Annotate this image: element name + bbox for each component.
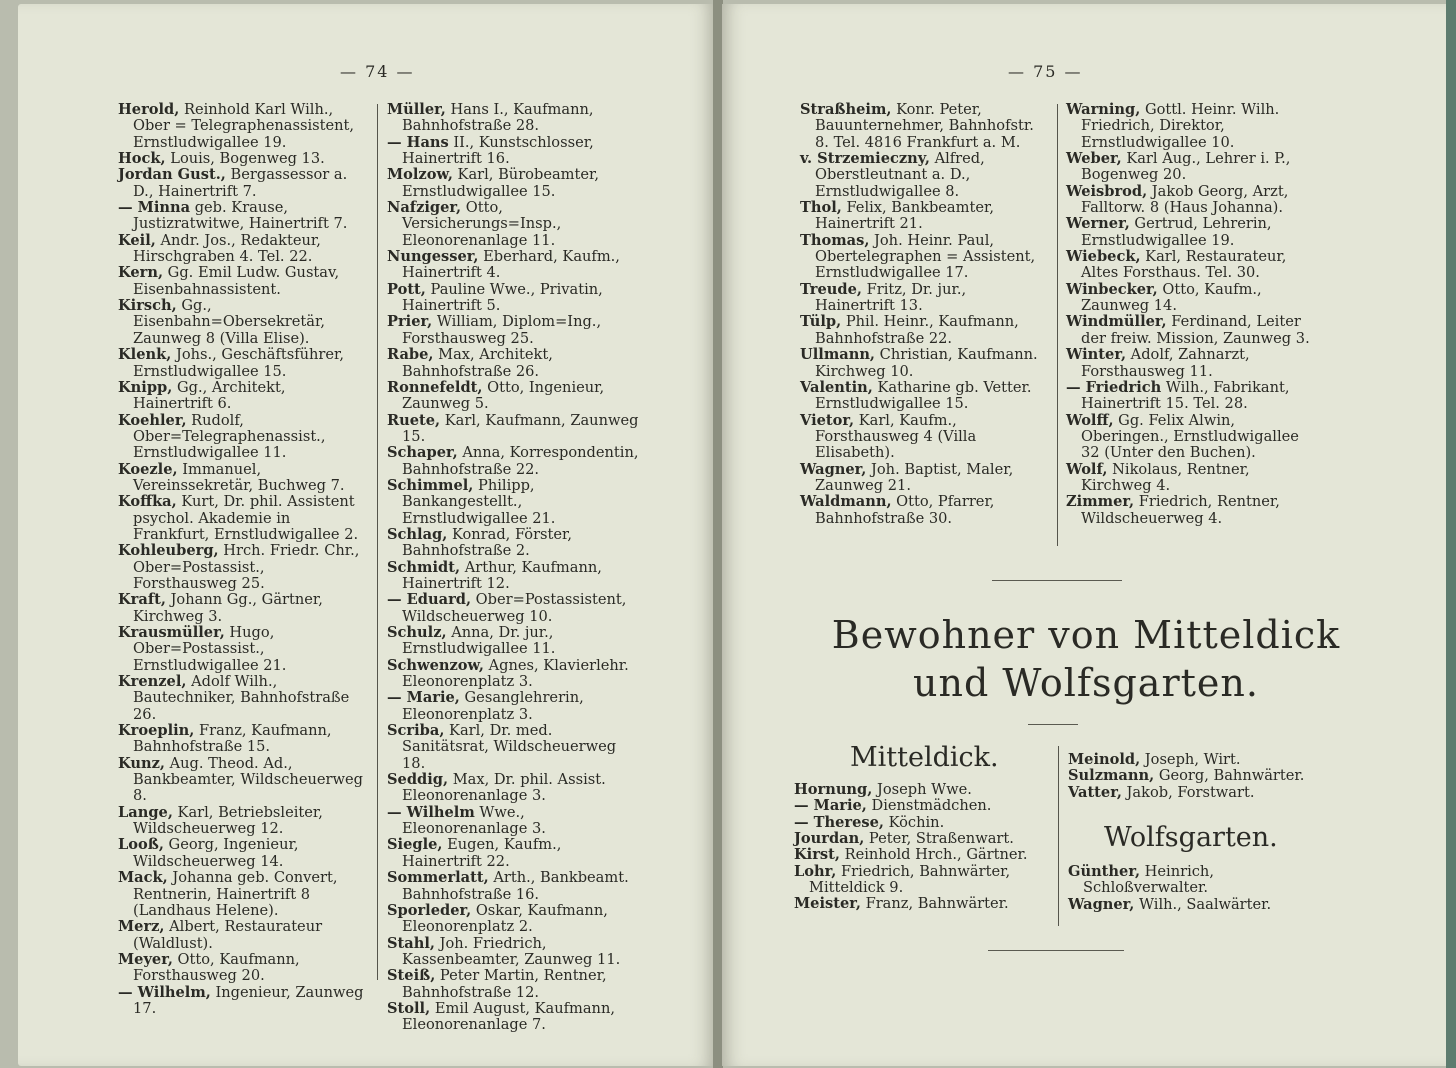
entry-name: Rabe, [387, 346, 434, 364]
entry-name: v. Strzemieczny, [800, 150, 930, 168]
entry-details: Karl Aug., Lehrer i. P., Bogenweg 20. [1081, 150, 1291, 184]
entry-name: Warning, [1066, 101, 1141, 118]
right-page [722, 4, 1450, 1066]
entry-details: Johs., Geschäftsführer, Ernstludwigallee 15. [133, 346, 345, 380]
list-item [387, 445, 639, 478]
entry-name: Weisbrod, [1066, 182, 1148, 200]
entry-details: Köchin. [884, 813, 945, 831]
entry-details: Ferdinand, Leiter der freiw. Mission, Zaunweg 3. [1081, 313, 1310, 347]
entry-name: Kroeplin, [118, 722, 195, 740]
entry-details: Wilh., Saalwärter. [1134, 895, 1272, 913]
entry-name: Wiebeck, [1066, 248, 1141, 266]
list-item [1066, 380, 1320, 413]
list-item [118, 870, 364, 919]
entry-details: geb. Krause, Justizratwitwe, Hainertrift 7. [133, 199, 348, 233]
entry-name: Kirst, [794, 846, 840, 864]
list-item [387, 413, 639, 446]
list-item [387, 1001, 639, 1034]
entry-details: Albert, Restaurateur (Waldlust). [133, 918, 323, 952]
entry-name: Thol, [800, 199, 842, 217]
entry-details: Otto, Pfarrer, Bahnhofstraße 30. [815, 493, 995, 527]
entry-details: Anna, Korrespondentin, Bahnhofstraße 22. [402, 444, 639, 478]
entry-name: Krenzel, [118, 673, 187, 691]
left-column-1 [118, 102, 364, 1017]
list-item [1066, 249, 1320, 282]
list-item [794, 798, 1044, 814]
list-item [387, 870, 639, 903]
entry-details: Nikolaus, Rentner, Kirchweg 4. [1081, 460, 1250, 494]
list-item [118, 756, 364, 805]
list-item [118, 462, 364, 495]
entry-details: Emil August, Kaufmann, Eleonorenanlage 7. [402, 999, 615, 1034]
entry-name: Schlag, [387, 525, 448, 543]
list-item [387, 314, 639, 347]
entry-name: Koehler, [118, 411, 187, 429]
entry-details: Karl, Kaufm., Forsthausweg 4 (Villa Elisabeth). [815, 411, 977, 462]
entry-name: — Hans [387, 133, 449, 151]
entry-details: Franz, Kaufmann, Bahnhofstraße 15. [133, 722, 332, 756]
list-item [794, 896, 1044, 912]
entry-details: Bergassessor a. D., Hainertrift 7. [133, 166, 348, 200]
entry-name: Stahl, [387, 934, 435, 952]
entry-name: Kirsch, [118, 297, 177, 315]
entry-details: Jakob Georg, Arzt, Falltorw. 8 (Haus Johanna). [1081, 182, 1289, 217]
entry-name: Lohr, [794, 862, 837, 880]
entry-name: Prier, [387, 313, 433, 331]
list-item [387, 690, 639, 723]
entry-details: Dienstmädchen. [866, 797, 992, 815]
list-item [118, 265, 364, 298]
entry-name: Nungesser, [387, 248, 479, 266]
entry-details: Peter, Straßenwart. [864, 830, 1014, 848]
entry-name: Ullmann, [800, 346, 876, 364]
list-item [387, 837, 639, 870]
list-item [387, 560, 639, 593]
entry-name: Windmüller, [1066, 313, 1167, 331]
list-item [387, 592, 639, 625]
entry-name: Schwenzow, [387, 656, 484, 674]
entry-details: Gg. Felix Alwin, Oberingen., Ernstludwigallee 32 (Unter den Buchen). [1081, 411, 1299, 462]
entry-name: Koffka, [118, 493, 177, 511]
entry-name: Herold, [118, 101, 180, 118]
right-column-1 [800, 102, 1048, 527]
divider-rule [988, 950, 1124, 951]
entry-name: Merz, [118, 918, 165, 936]
entry-details: Gertrud, Lehrerin, Ernstludwigallee 19. [1081, 215, 1272, 249]
entry-details: Otto, Kaufmann, Forsthausweg 20. [133, 950, 300, 985]
entry-details: Reinhold Karl Wilh., Ober = Telegraphenassistent, Ernstludwigallee 19. [133, 101, 355, 151]
list-item [387, 200, 639, 249]
mitteldick-list-2 [1068, 752, 1318, 801]
list-item [387, 249, 639, 282]
list-item [118, 233, 364, 266]
list-item [800, 282, 1048, 315]
entry-details: Heinrich, Schloßverwalter. [1083, 863, 1214, 897]
entry-details: Johann Gg., Gärtner, Kirchweg 3. [133, 591, 323, 625]
list-item [118, 985, 364, 1018]
entry-details: Aug. Theod. Ad., Bankbeamter, Wildscheuerweg 8. [133, 754, 363, 805]
entry-name: Ronnefeldt, [387, 378, 483, 396]
page-number-right: — 75 — [1008, 62, 1083, 81]
entry-name: Straßheim, [800, 101, 892, 118]
list-item [800, 380, 1048, 413]
entry-details: Anna, Dr. jur., Ernstludwigallee 11. [402, 624, 556, 658]
entry-details: Johanna geb. Convert, Rentnerin, Hainertrift 8 (Landhaus Helene). [133, 869, 338, 919]
list-item [387, 805, 639, 838]
entry-details: Gg., Architekt, Hainertrift 6. [133, 378, 286, 413]
entry-details: Joh. Friedrich, Kassenbeamter, Zaunweg 11. [402, 934, 621, 968]
entry-name: Looß, [118, 836, 164, 854]
list-item [794, 815, 1044, 831]
list-item [118, 952, 364, 985]
list-item [1066, 216, 1320, 249]
entry-details: Karl, Dr. med. Sanitätsrat, Wildscheuerweg 18. [402, 722, 617, 772]
list-item [118, 151, 364, 167]
list-item [794, 864, 1044, 897]
entry-details: Phil. Heinr., Kaufmann, Bahnhofstraße 22. [815, 313, 1019, 347]
entry-details: Hrch. Friedr. Chr., Ober=Postassist., Forsthausweg 25. [133, 542, 360, 592]
list-item [800, 494, 1048, 527]
list-item [1066, 413, 1320, 462]
entry-details: Karl, Restaurateur, Altes Forsthaus. Tel. 30. [1081, 248, 1287, 282]
divider-rule [992, 580, 1122, 581]
entry-details: Oskar, Kaufmann, Eleonorenplatz 2. [402, 901, 608, 936]
page-number-left: — 74 — [340, 62, 415, 81]
entry-details: Christian, Kaufmann. Kirchweg 10. [815, 346, 1038, 380]
entry-details: Ingenieur, Zaunweg 17. [133, 983, 364, 1017]
entry-name: Tülp, [800, 313, 842, 331]
entry-name: Wagner, [800, 460, 867, 478]
list-item [794, 847, 1044, 863]
list-item [1066, 184, 1320, 217]
list-item [387, 347, 639, 380]
list-item [118, 298, 364, 347]
entry-details: Rudolf, Ober=Telegraphenassist., Ernstludwigallee 11. [133, 411, 326, 462]
entry-details: Kurt, Dr. phil. Assistent psychol. Akademie in Frankfurt, Ernstludwigallee 2. [133, 493, 359, 543]
entry-name: Siegle, [387, 836, 443, 854]
list-item [387, 380, 639, 413]
list-item [1066, 151, 1320, 184]
list-item [118, 167, 364, 200]
list-item [1068, 864, 1318, 897]
wolfsgarten-list [1068, 864, 1318, 913]
list-item [800, 347, 1048, 380]
entry-name: — Marie, [794, 797, 867, 815]
entry-name: Schaper, [387, 444, 458, 462]
entry-details: Joh. Heinr. Paul, Obertelegraphen = Assistent, Ernstludwigallee 17. [815, 231, 1036, 282]
entry-name: Molzow, [387, 166, 453, 184]
list-item [800, 462, 1048, 495]
list-item [794, 831, 1044, 847]
list-item [1068, 752, 1318, 768]
list-item [800, 413, 1048, 462]
entry-details: Fritz, Dr. jur., Hainertrift 13. [815, 280, 967, 315]
entry-details: Joh. Baptist, Maler, Zaunweg 21. [815, 460, 1014, 494]
entry-details: Katharine gb. Vetter. Ernstludwigallee 15. [815, 378, 1032, 413]
mitteldick-heading: Mitteldick. [850, 742, 999, 773]
list-item [118, 494, 364, 543]
list-item [118, 674, 364, 723]
list-item [118, 380, 364, 413]
entry-name: Sporleder, [387, 901, 472, 919]
entry-name: Meinold, [1068, 751, 1141, 768]
entry-name: — Wilhelm, [118, 983, 211, 1001]
entry-name: — Marie, [387, 689, 460, 707]
entry-name: Wolff, [1066, 411, 1114, 429]
entry-details: Joseph, Wirt. [1140, 751, 1241, 768]
entry-name: Winbecker, [1066, 280, 1158, 298]
entry-name: Vietor, [800, 411, 855, 429]
entry-name: Wolf, [1066, 460, 1108, 478]
entry-details: William, Diplom=Ing., Forsthausweg 25. [402, 313, 602, 347]
list-item [1068, 897, 1318, 913]
entry-details: Friedrich, Rentner, Wildscheuerweg 4. [1081, 493, 1280, 527]
list-item [118, 102, 364, 151]
list-item [118, 723, 364, 756]
entry-name: Vatter, [1068, 783, 1122, 801]
entry-name: Jordan Gust., [118, 166, 226, 184]
entry-name: Scriba, [387, 722, 445, 740]
list-item [387, 527, 639, 560]
entry-name: — Eduard, [387, 591, 472, 609]
section-title-line2: und Wolfsgarten. [913, 661, 1259, 705]
entry-name: Müller, [387, 101, 446, 118]
book-edge [1446, 0, 1456, 1068]
entry-details: Gesanglehrerin, Eleonorenplatz 3. [402, 689, 584, 723]
left-column-2 [387, 102, 639, 1034]
list-item [387, 167, 639, 200]
entry-details: Arthur, Kaufmann, Hainertrift 12. [402, 558, 602, 592]
entry-name: Sommerlatt, [387, 869, 489, 887]
entry-name: Krausmüller, [118, 624, 225, 641]
entry-name: Seddig, [387, 771, 449, 789]
entry-name: Knipp, [118, 378, 173, 396]
entry-details: Arth., Bankbeamt. Bahnhofstraße 16. [402, 869, 629, 903]
entry-details: Otto, Ingenieur, Zaunweg 5. [402, 378, 605, 413]
list-item [800, 314, 1048, 347]
entry-name: Waldmann, [800, 493, 892, 511]
entry-name: Keil, [118, 231, 156, 249]
list-item [387, 625, 639, 658]
entry-name: Ruete, [387, 411, 441, 429]
entry-details: Max, Dr. phil. Assist. Eleonorenanlage 3. [402, 771, 606, 805]
list-item [1066, 494, 1320, 527]
list-item [118, 347, 364, 380]
entry-name: — Minna [118, 199, 191, 217]
right-column-2 [1066, 102, 1320, 527]
entry-name: Kohleuberg, [118, 542, 219, 560]
list-item [387, 282, 639, 315]
entry-name: Hock, [118, 150, 166, 168]
column-divider [1058, 746, 1059, 926]
divider-rule [1028, 724, 1078, 725]
entry-details: Eberhard, Kaufm., Hainertrift 4. [402, 248, 620, 282]
entry-details: Alfred, Oberstleutnant a. D., Ernstludwigallee 8. [815, 150, 985, 200]
entry-name: Steiß, [387, 967, 436, 985]
entry-name: Treude, [800, 280, 862, 298]
entry-name: Günther, [1068, 863, 1141, 880]
entry-details: Konrad, Förster, Bahnhofstraße 2. [402, 525, 573, 560]
entry-details: Peter Martin, Rentner, Bahnhofstraße 12. [402, 967, 607, 1001]
entry-details: Otto, Versicherungs=Insp., Eleonorenanlage 11. [402, 199, 562, 249]
entry-name: Stoll, [387, 999, 431, 1017]
entry-details: Jakob, Forstwart. [1121, 783, 1255, 801]
list-item [118, 413, 364, 462]
entry-details: Karl, Bürobeamter, Ernstludwigallee 15. [402, 166, 600, 200]
entry-details: Wwe., Eleonorenanlage 3. [402, 803, 546, 838]
entry-details: Otto, Kaufm., Zaunweg 14. [1081, 280, 1262, 315]
list-item [1068, 785, 1318, 801]
entry-details: Reinhold Hrch., Gärtner. [839, 846, 1028, 864]
list-item [387, 968, 639, 1001]
entry-name: — Therese, [794, 813, 884, 831]
list-item [794, 782, 1044, 798]
list-item [118, 837, 364, 870]
entry-details: Karl, Kaufmann, Zaunweg 15. [402, 411, 639, 445]
entry-details: Konr. Peter, Bauunternehmer, Bahnhofstr. 8. Tel. 4816 Frankfurt a. M. [815, 101, 1034, 151]
entry-name: Kern, [118, 264, 164, 282]
entry-name: Mack, [118, 869, 168, 887]
mitteldick-list [794, 782, 1044, 913]
list-item [387, 936, 639, 969]
entry-name: Kraft, [118, 591, 166, 609]
entry-name: Thomas, [800, 231, 870, 249]
entry-name: Werner, [1066, 215, 1130, 233]
wolfsgarten-heading: Wolfsgarten. [1104, 822, 1278, 853]
list-item [387, 772, 639, 805]
column-divider [1057, 104, 1058, 546]
entry-name: Zimmer, [1066, 493, 1135, 511]
entry-details: Felix, Bankbeamter, Hainertrift 21. [815, 199, 994, 233]
entry-details: Adolf Wilh., Bautechniker, Bahnhofstraße 26. [133, 673, 350, 723]
entry-name: Schimmel, [387, 476, 474, 494]
list-item [118, 200, 364, 233]
entry-details: Andr. Jos., Redakteur, Hirschgraben 4. Tel. 22. [133, 231, 321, 266]
entry-details: Adolf, Zahnarzt, Forsthausweg 11. [1081, 346, 1250, 380]
entry-details: Agnes, Klavierlehr. Eleonorenplatz 3. [402, 656, 629, 691]
entry-details: Gg., Eisenbahn=Obersekretär, Zaunweg 8 (Villa Elise). [133, 297, 325, 347]
entry-name: — Wilhelm [387, 803, 475, 821]
entry-details: Friedrich, Bahnwärter, Mitteldick 9. [809, 862, 1011, 897]
list-item [800, 151, 1048, 200]
entry-name: Jourdan, [794, 830, 865, 848]
entry-name: Hornung, [794, 781, 873, 798]
list-item [1066, 282, 1320, 315]
entry-name: — Friedrich [1066, 378, 1162, 396]
entry-name: Meyer, [118, 950, 173, 968]
list-item [800, 233, 1048, 282]
entry-details: Wilh., Fabrikant, Hainertrift 15. Tel. 28. [1081, 378, 1290, 413]
entry-details: Franz, Bahnwärter. [860, 895, 1009, 913]
list-item [387, 723, 639, 772]
list-item [387, 102, 639, 135]
list-item [387, 903, 639, 936]
section-title: Bewohner von Mitteldick [831, 613, 1341, 657]
list-item [118, 625, 364, 674]
entry-name: Nafziger, [387, 199, 462, 217]
entry-details: Immanuel, Vereinssekretär, Buchweg 7. [133, 460, 345, 494]
entry-name: Kunz, [118, 754, 165, 772]
list-item [800, 102, 1048, 151]
list-item [800, 200, 1048, 233]
entry-details: Ober=Postassistent, Wildscheuerweg 10. [402, 591, 627, 625]
entry-details: Louis, Bogenweg 13. [165, 150, 325, 168]
list-item [387, 658, 639, 691]
entry-details: Eugen, Kaufm., Hainertrift 22. [402, 836, 562, 870]
entry-name: Weber, [1066, 150, 1122, 168]
list-item [387, 135, 639, 168]
entry-name: Koezle, [118, 460, 178, 478]
list-item [387, 478, 639, 527]
entry-details: Hans I., Kaufmann, Bahnhofstraße 28. [402, 101, 594, 135]
entry-details: Joseph Wwe. [872, 781, 972, 798]
list-item [118, 919, 364, 952]
left-page [18, 4, 714, 1066]
entry-details: Gottl. Heinr. Wilh. Friedrich, Direktor, Ernstludwigallee 10. [1081, 101, 1280, 151]
list-item [1066, 347, 1320, 380]
entry-name: Sulzmann, [1068, 767, 1155, 785]
entry-name: Valentin, [800, 378, 873, 396]
entry-details: Max, Architekt, Bahnhofstraße 26. [402, 346, 553, 380]
entry-name: Pott, [387, 280, 426, 298]
entry-name: Klenk, [118, 346, 172, 364]
list-item [1066, 102, 1320, 151]
entry-details: Pauline Wwe., Privatin, Hainertrift 5. [402, 280, 603, 315]
entry-name: Schulz, [387, 624, 447, 641]
entry-details: Gg. Emil Ludw. Gustav, Eisenbahnassistent. [133, 264, 340, 298]
list-item [1066, 314, 1320, 347]
column-divider [377, 104, 378, 980]
entry-name: Schmidt, [387, 558, 461, 576]
list-item [1068, 768, 1318, 784]
entry-details: II., Kunstschlosser, Hainertrift 16. [402, 133, 594, 168]
list-item [1066, 462, 1320, 495]
entry-details: Hugo, Ober=Postassist., Ernstludwigallee 21. [133, 624, 287, 674]
list-item [118, 592, 364, 625]
entry-name: Meister, [794, 895, 861, 913]
list-item [118, 805, 364, 838]
entry-name: Wagner, [1068, 895, 1135, 913]
entry-name: Lange, [118, 803, 173, 821]
entry-details: Georg, Bahnwärter. [1154, 767, 1305, 785]
entry-name: Winter, [1066, 346, 1127, 364]
entry-details: Philipp, Bankangestellt., Ernstludwigallee 21. [402, 476, 556, 527]
entry-details: Karl, Betriebsleiter, Wildscheuerweg 12. [133, 803, 323, 838]
entry-details: Georg, Ingenieur, Wildscheuerweg 14. [133, 836, 299, 870]
list-item [118, 543, 364, 592]
